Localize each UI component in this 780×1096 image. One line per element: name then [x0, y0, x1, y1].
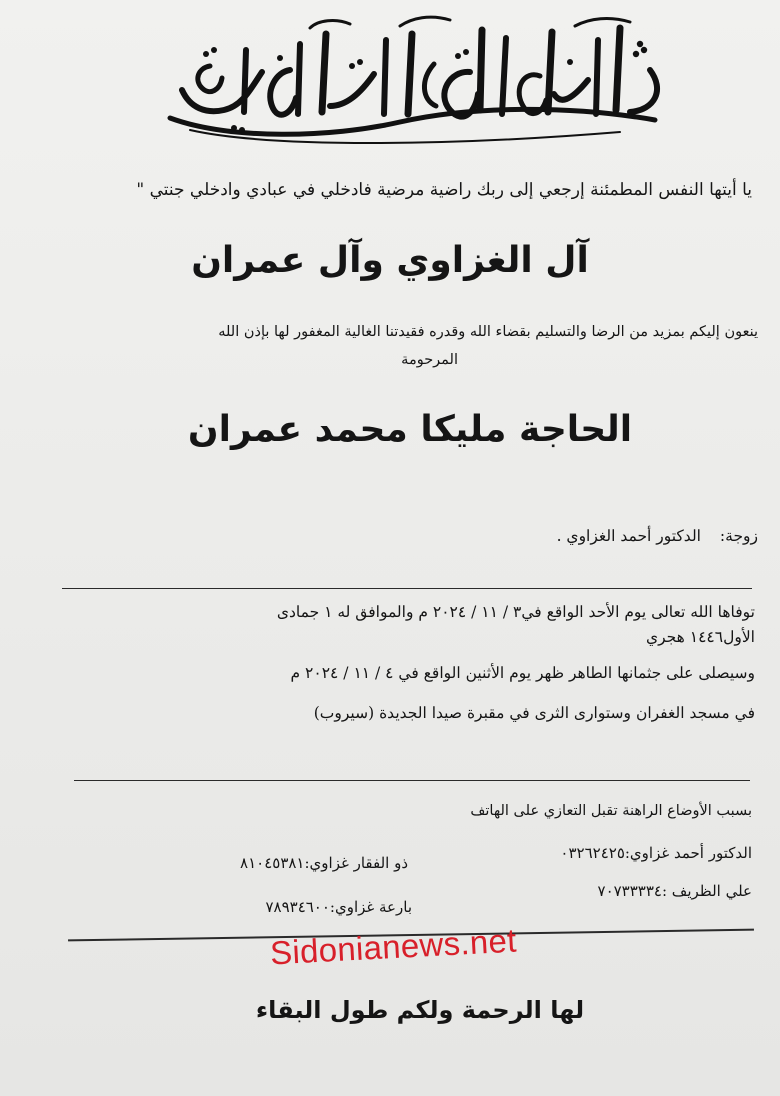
funeral-line-1: وسيصلى على جثمانها الطاهر ظهر يوم الأثنين الواقع في ٤ / ١١ / ٢٠٢٤ م: [290, 664, 755, 682]
spouse-line: [158, 524, 758, 548]
funeral-line-2: في مسجد الغفران وستوارى الثرى في مقبرة صيدا الجديدة (سيروب): [313, 704, 755, 722]
funeral-details: [115, 660, 755, 726]
death-notice: [115, 600, 755, 650]
divider-1: [62, 588, 752, 589]
contact-ahmad: الدكتور أحمد غزاوي:٠٣٢٦٢٤٢٥: [560, 844, 752, 862]
divider-2: [74, 780, 750, 781]
contact-ali: علي الظريف :٧٠٧٣٣٣٣٤: [597, 882, 752, 900]
families-heading: آل الغزاوي وآل عمران: [191, 240, 589, 281]
announcement-text: [23, 318, 758, 374]
site-watermark: Sidonianews.net: [269, 921, 518, 972]
calligraphy-header-image: [150, 10, 670, 150]
condolence-note: بسبب الأوضاع الراهنة تقبل التعازي على الهاتف: [470, 803, 752, 819]
contact-thulfiqar: ذو الفقار غزاوي:٨١٠٤٥٣٨١: [240, 854, 408, 872]
death-line-1: توفاها الله تعالى يوم الأحد الواقع في٣ / ١١ / ٢٠٢٤ م والموافق له ١ جمادى: [276, 603, 755, 621]
spouse-name: الدكتور أحمد الغزاوي .: [556, 527, 701, 545]
quran-verse: يا أيتها النفس المطمئنة إرجعي إلى ربك راضية مرضية فادخلي في عبادي وادخلي جنتي ": [136, 180, 752, 200]
contact-bara: بارعة غزاوي:٧٨٩٣٤٦٠٠: [265, 898, 412, 916]
death-line-2: الأول١٤٤٦ هجري: [645, 628, 755, 646]
closing-phrase: لها الرحمة ولكم طول البقاء: [255, 996, 585, 1024]
spouse-label: زوجة:: [719, 527, 758, 545]
deceased-name: الحاجة مليكا محمد عمران: [187, 409, 633, 450]
announcement-line-2: المرحومة: [401, 352, 458, 368]
announcement-line-1: ينعون إليكم بمزيد من الرضا والتسليم بقضاء الله وقدره فقيدتنا الغالية المغفور لها بإذن الله: [218, 324, 758, 340]
